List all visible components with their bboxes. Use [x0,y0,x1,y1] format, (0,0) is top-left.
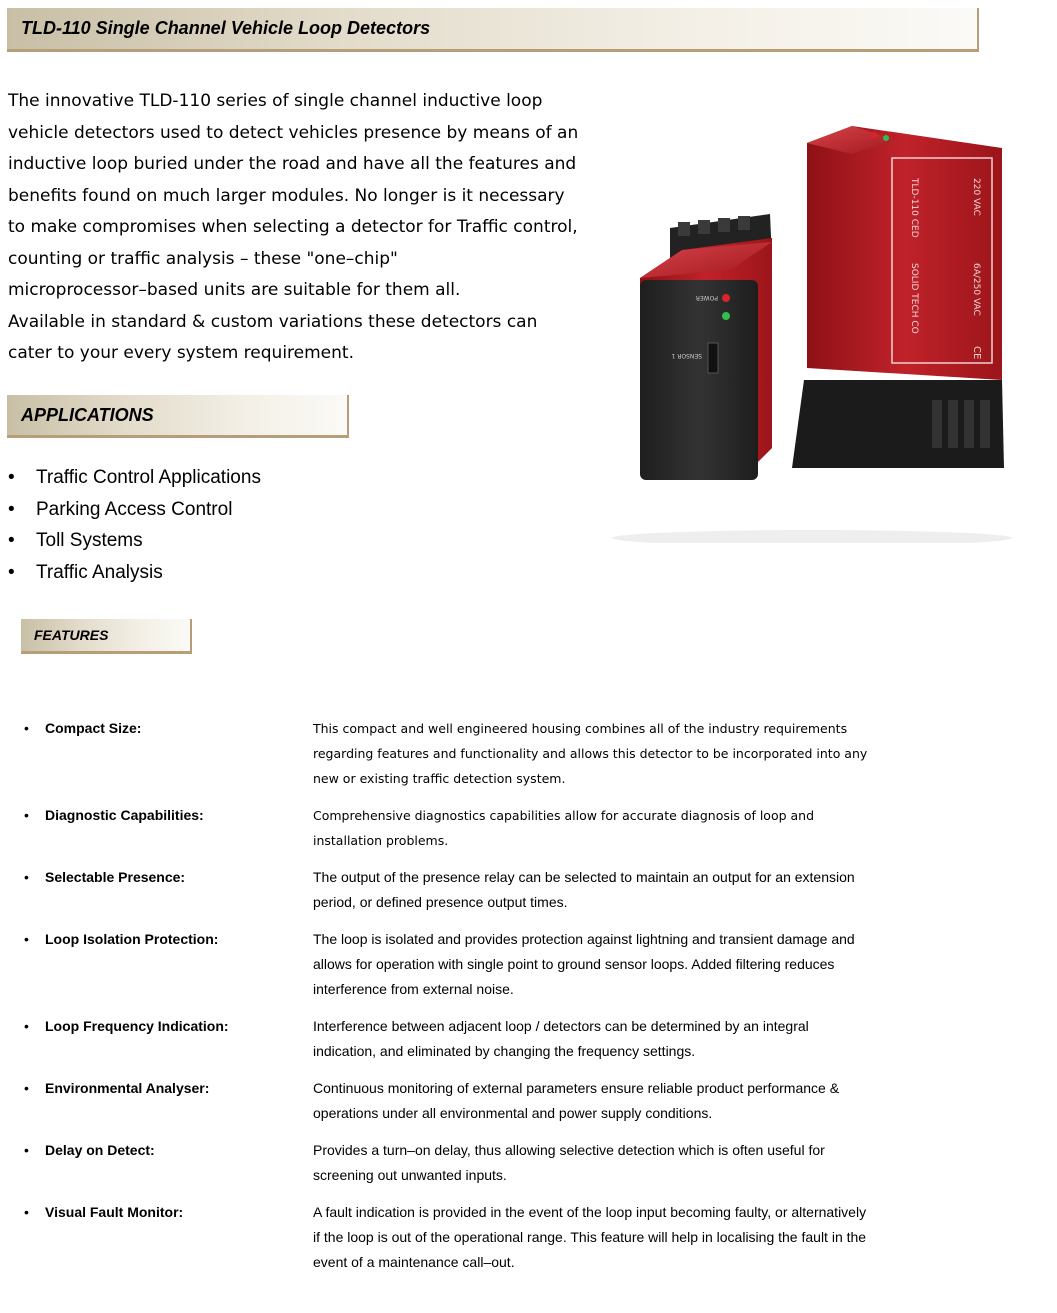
feature-label: Delay on Detect: [45,1142,155,1158]
applications-heading: APPLICATIONS [21,404,154,425]
feature-row [0,927,1057,1002]
feature-description: Comprehensive diagnostics capabilities allow for accurate diagnosis of loop and installation problems. [313,808,815,848]
bullet-icon: • [24,869,29,885]
intro-line: cater to your every system requirement. [8,343,354,363]
applications-list [8,462,261,589]
feature-label: Visual Fault Monitor: [45,1204,184,1220]
intro-line: counting or traffic analysis – these "one–chip" [8,248,398,269]
feature-label: Loop Frequency Indication: [45,1018,229,1034]
sensor-label: SENSOR 1 [671,352,702,359]
feature-description: A fault indication is provided in the event of the loop input becoming faulty, or alternatively if the loop is out of the operational range. This feature will help in localising the fault in the event of a maintenance call–out. [313,1204,867,1270]
application-item: • Toll Systems [8,525,261,557]
applications-heading-bar [7,395,349,438]
bullet-icon: • [24,931,29,947]
application-item: • Traffic Control Applications [8,462,261,494]
feature-row [0,1200,1057,1275]
page-title: TLD-110 Single Channel Vehicle Loop Detectors [21,18,431,38]
page-title-bar [7,8,979,52]
intro-line: benefits found on much larger modules. No longer is it necessary [8,185,565,206]
bullet-icon: • [24,1080,29,1096]
feature-row [0,1014,1057,1064]
feature-label: Environmental Analyser: [45,1080,210,1096]
features-heading-bar [21,619,192,654]
intro-line: The innovative TLD-110 series of single channel inductive loop [8,91,543,111]
feature-description: The loop is isolated and provides protection against lightning and transient damage and allows for operation with single point to ground sensor loops. Added filtering reduces interference from external noise. [313,931,855,997]
feature-label: Loop Isolation Protection: [45,931,219,947]
bullet-icon: • [24,1142,29,1158]
svg-text:CE: CE [971,346,982,360]
bullet-icon: • [24,1018,29,1034]
feature-label: Diagnostic Capabilities: [45,807,204,823]
feature-row [0,1076,1057,1126]
feature-label: Selectable Presence: [45,869,186,885]
svg-text:220 VAC: 220 VAC [971,178,981,216]
bullet-icon: • [24,1204,29,1220]
features-heading: FEATURES [34,627,109,643]
feature-row [0,803,1057,853]
feature-label: Compact Size: [45,720,142,736]
svg-text:6A/250 VAC: 6A/250 VAC [971,263,981,316]
feature-description: This compact and well engineered housing combines all of the industry requirements regarding features and functionality and allows this detector to be incorporated into any new or existing traffic detection system. [313,721,868,786]
feature-description: Provides a turn–on delay, thus allowing selective detection which is often useful for screening out unwanted inputs. [313,1142,825,1183]
intro-line: to make compromises when selecting a detector for Traffic control, [8,217,578,237]
bullet-icon: • [24,720,29,736]
features-list [0,716,1057,1287]
feature-description: The output of the presence relay can be selected to maintain an output for an extension period, or defined presence output times. [313,869,855,910]
svg-text:SOLID TECH CO: SOLID TECH CO [909,263,919,334]
intro-line: vehicle detectors used to detect vehicles presence by means of an [8,122,579,143]
feature-description: Continuous monitoring of external parameters ensure reliable product performance & operations under all environmental and power supply conditions. [313,1080,840,1121]
feature-row [0,1138,1057,1188]
intro-line: inductive loop buried under the road and have all the features and [8,154,577,174]
power-led-label: POWER [695,294,718,301]
intro-line: microprocessor–based units are suitable for them all. [8,280,461,300]
intro-line: Available in standard & custom variations these detectors can [8,311,538,332]
intro-paragraph [8,86,598,370]
feature-description: Interference between adjacent loop / detectors can be determined by an integral indication, and eliminated by changing the frequency settings. [313,1018,809,1059]
svg-text:TLD-110 CED: TLD-110 CED [909,178,919,238]
application-item: • Traffic Analysis [8,557,261,589]
application-item: • Parking Access Control [8,494,261,526]
feature-row [0,716,1057,791]
detector-product-image [612,118,1012,543]
feature-row [0,865,1057,915]
bullet-icon: • [24,807,29,823]
